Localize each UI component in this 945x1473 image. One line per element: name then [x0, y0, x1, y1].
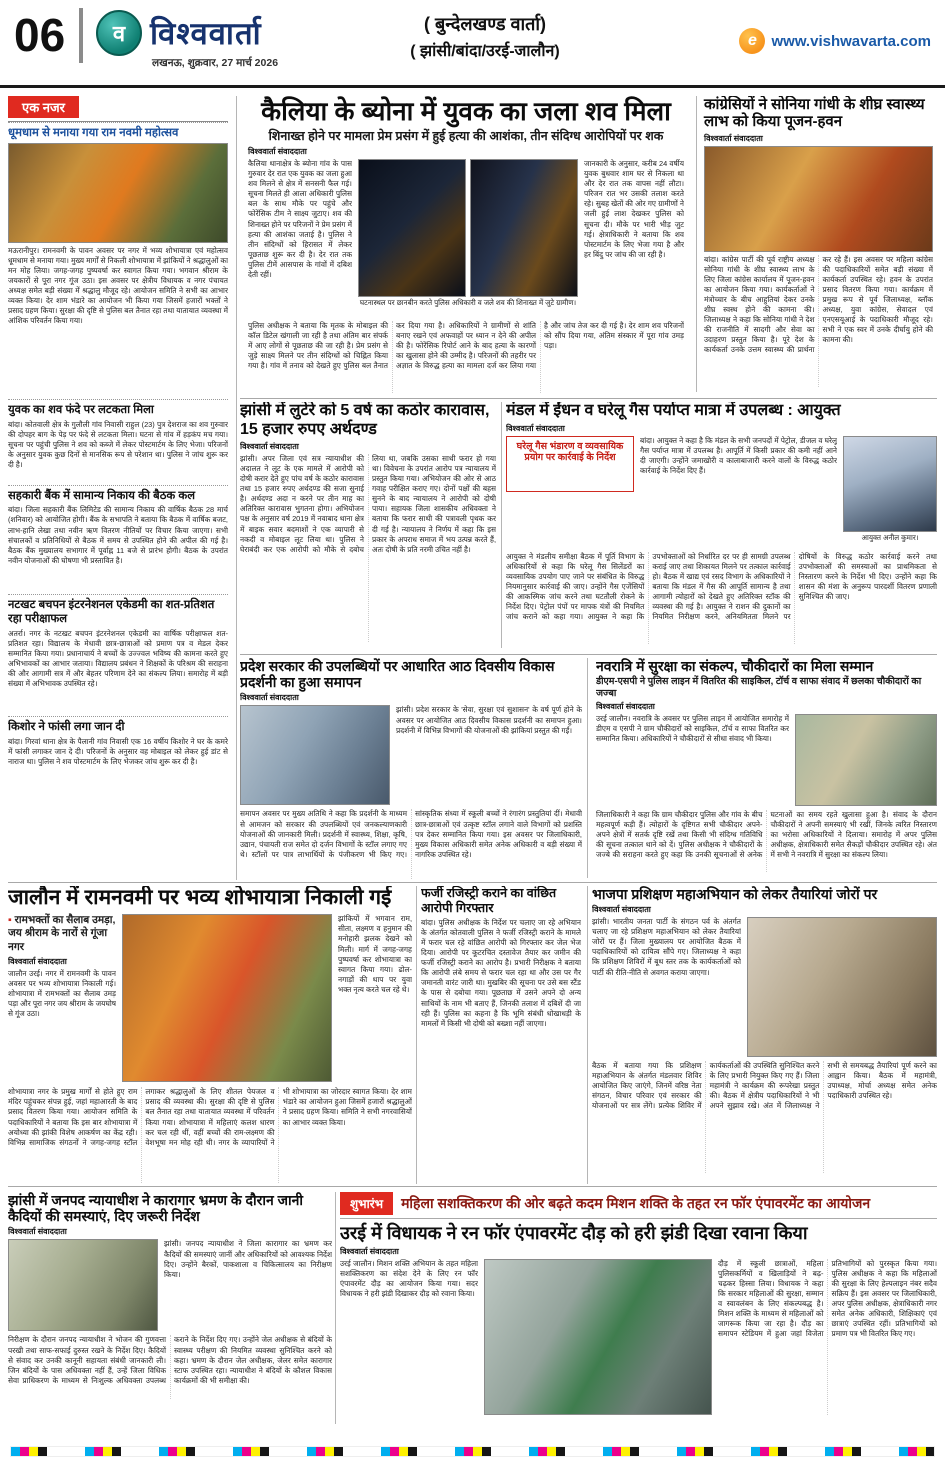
- divider: [8, 1186, 937, 1187]
- divider: [335, 1192, 336, 1424]
- crime-scene-photo-2: [470, 159, 578, 297]
- article-bjp-training: [592, 886, 937, 1184]
- hawan-photo: [704, 146, 933, 252]
- sidebar-story-body: बांदा। कोतवाली क्षेत्र के गुलौली गांव निवासी राहुल (23) पुत्र देशराज का शव गुरुवार की दोपहर बाग के पेड़ पर फंदे से लटकता मिला। घटना से गांव में हड़कंप मच गया। सूचना पर पहुंची पुलिस ने शव को कब्जे में लेकर पोस्टमार्टम के लिए भेजा। परिजनों के अनुसार युवक कुछ दिनों से मानसिक रूप से परेशान था। पुलिस ने जांच शुरू कर दी है।: [8, 419, 228, 469]
- sidebar-story-headline: धूमधाम से मनाया गया राम नवमी महोत्सव: [8, 127, 179, 139]
- article-robbery-sentence: [240, 402, 496, 650]
- gas-highlight-box: घरेलू गैस भंडारण व व्यवसायिक प्रयोग पर कार्रवाई के निर्देश: [506, 436, 634, 492]
- article-body-bottom: समापन अवसर पर मुख्य अतिथि ने कहा कि प्रदर्शनी के माध्यम से आमजन को सरकार की उपलब्धियों एवं जनकल्याणकारी योजनाओं की जानकारी मिली। प्रदर्शनी में स्वास्थ्य, शिक्षा, कृषि, उद्यान, पंचायती राज समेत दो दर्जन विभागों के स्टॉल लगाए गए थे। स्टॉलों पर पात्र लाभार्थियों के पंजीकरण भी किए गए। सांस्कृतिक संध्या में स्कूली बच्चों ने रंगारंग प्रस्तुतियां दीं। मेधावी छात्र-छात्राओं एवं उत्कृष्ट स्टॉल लगाने वाले विभागों को प्रशस्ति पत्र देकर सम्मानित किया गया। इस अवसर पर जिलाधिकारी, मुख्य विकास अधिकारी समेत अनेक अधिकारी व बड़ी संख्या में नागरिक उपस्थित रहे।: [240, 809, 582, 859]
- article-byline: विश्ववार्ता संवाददाता: [248, 147, 307, 157]
- article-headline: मंडल में ईंधन व घरेलू गैस पर्याप्त मात्रा में उपलब्ध : आयुक्त: [506, 402, 841, 419]
- sidebar-story-headline: सहकारी बैंक में सामान्य निकाय की बैठक कल: [8, 489, 196, 502]
- article-headline: नवरात्रि में सुरक्षा का संकल्प, चौकीदारों का मिला सम्मान: [596, 658, 874, 674]
- article-headline: उरई में विधायक ने रन फॉर एंपावरमेंट दौड़ को हरी झंडी दिखा रवाना किया: [340, 1223, 808, 1243]
- sidebar-story-body: बांदा। जिला सहकारी बैंक लिमिटेड की सामान्य निकाय की वार्षिक बैठक 28 मार्च (शनिवार) को आयोजित होगी। बैंक के सभापति ने बताया कि बैठक में वार्षिक बजट, लाभ-हानि लेखा तथा नवीन ऋण वितरण नीतियों पर विचार किया जाएगा। सभी संचालकों व प्रतिनिधियों से बैठक में समय से उपस्थित होने की अपील की गई है। बैठक बैंक मुख्यालय सभागार में पूर्वाह्न 11 बजे से प्रारंभ होगी। बैठक के उपरांत नवीन योजनाओं की घोषणा भी प्रस्तावित है।: [8, 505, 228, 565]
- article-body-left: कैलिया थानाक्षेत्र के ब्योना गांव के पास गुरुवार देर रात एक युवक का जला हुआ शव मिलने से क्षेत्र में सनसनी फैल गई। सूचना मिलते ही आला अधिकारी पुलिस बल के साथ मौके पर पहुंचे और फोरेंसिक टीम ने साक्ष्य जुटाए। शव की शिनाख्त होने पर परिजनों ने प्रेम प्रसंग में हत्या की आशंका जताई है। पुलिस ने तीन संदिग्धों को हिरासत में लेकर पूछताछ शुरू कर दी है। देर रात तक पुलिस टीमें आसपास के गांवों में दबिश देती रहीं।: [248, 159, 352, 279]
- commissioner-photo-caption: आयुक्त अनील कुमार।: [861, 532, 919, 542]
- sidebar-story-body: बांदा। गिरवां थाना क्षेत्र के पैलानी गांव निवासी एक 16 वर्षीय किशोर ने घर के कमरे में फांसी लगाकर जान दे दी। परिजनों के अनुसार वह मोबाइल को लेकर हुई डांट से नाराज था। पुलिस ने शव पोस्टमार्टम के लिए भेजकर जांच शुरू कर दी है।: [8, 736, 228, 766]
- article-headline: झांसी में लुटेरे को 5 वर्ष का कठोर कारावास, 15 हजार रुपए अर्थदण्ड: [240, 402, 490, 438]
- article-body-bottom: शोभायात्रा नगर के प्रमुख मार्गों से होते हुए राम मंदिर पहुंचकर संपन्न हुई, जहां महाआरती के बाद प्रसाद वितरण किया गया। आयोजन समिति के पदाधिकारियों ने बताया कि इस बार शोभायात्रा में अयोध्या की झांकी विशेष आकर्षण का केंद्र रही। विभिन्न सामाजिक संगठनों ने जगह-जगह स्टॉल लगाकर श्रद्धालुओं के लिए शीतल पेयजल व प्रसाद की व्यवस्था की। सुरक्षा की दृष्टि से पुलिस बल तैनात रहा तथा यातायात व्यवस्था में परिवर्तन किया गया। शोभायात्रा में महिलाएं कलश धारण कर चल रही थीं, वहीं बच्चों की राम-लक्ष्मण की वेशभूषा मन मोह रही थी। नगर के व्यापारियों ने भी शोभायात्रा का जोरदार स्वागत किया। देर शाम भंडारे का आयोजन हुआ जिसमें हजारों श्रद्धालुओं ने प्रसाद ग्रहण किया। समिति ने सभी नगरवासियों का आभार व्यक्त किया।: [8, 1087, 412, 1147]
- article-fake-registry: [421, 886, 581, 1184]
- article-body-bottom: जिलाधिकारी ने कहा कि ग्राम चौकीदार पुलिस और गांव के बीच महत्वपूर्ण कड़ी हैं। त्योहारों के दृष्टिगत सभी चौकीदार अपने-अपने क्षेत्रों में सतर्क दृष्टि रखें तथा किसी भी संदिग्ध गतिविधि की सूचना तत्काल थाने को दें। पुलिस अधीक्षक ने चौकीदारों के जज्बे की सराहना करते हुए कहा कि उनकी सूचनाओं से अनेक घटनाओं का समय रहते खुलासा हुआ है। संवाद के दौरान चौकीदारों ने अपनी समस्याएं भी रखीं, जिनके त्वरित निस्तारण का भरोसा अधिकारियों ने दिलाया। समारोह में अपर पुलिस अधीक्षक, क्षेत्राधिकारी समेत सैकड़ों चौकीदार उपस्थित रहे। अंत में सभी ने नवरात्रि में सुरक्षा का संकल्प लिया।: [596, 810, 937, 860]
- divider: [236, 96, 237, 880]
- article-byline: विश्ववार्ता संवाददाता: [240, 693, 299, 703]
- article-body-left: उरई जालौन। मिशन शक्ति अभियान के तहत महिला सशक्तिकरण का संदेश देने के लिए रन फॉर एंपावरमेंट दौड़ का आयोजन किया गया। सदर विधायक ने हरी झंडी दिखाकर दौड़ को रवाना किया।: [340, 1258, 478, 1299]
- divider: [240, 398, 937, 399]
- article-congress-hawan: [700, 96, 937, 394]
- article-byline: विश्ववार्ता संवाददाता: [596, 702, 655, 712]
- sidebar-story-bank-meeting: [8, 485, 228, 595]
- article-byline: विश्ववार्ता संवाददाता: [340, 1246, 399, 1256]
- article-headline: कैलिया के ब्योना में युवक का जला शव मिला: [261, 96, 671, 126]
- print-registration-marks: [10, 1446, 935, 1457]
- article-body: झांसी। अपर जिला एवं सत्र न्यायाधीश की अदालत ने लूट के एक मामले में आरोपी को दोषी करार देते हुए पांच वर्ष के कठोर कारावास तथा 15 हजार रुपए अर्थदण्ड की सजा सुनाई है। अर्थदण्ड अदा न करने पर तीन माह का अतिरिक्त कारावास भुगतना होगा। अभियोजन पक्ष के अनुसार वर्ष 2019 में नवाबाद थाना क्षेत्र में बाइक सवार बदमाशों ने एक व्यापारी से नकदी व मोबाइल लूट लिया था। पुलिस ने घेराबंदी कर एक आरोपी को मौके से दबोच लिया था, जबकि उसका साथी फरार हो गया था। विवेचना के उपरांत आरोप पत्र न्यायालय में प्रस्तुत किया गया। अभियोजन की ओर से आठ गवाह परीक्षित कराए गए। दोनों पक्षों की बहस सुनने के बाद न्यायालय ने आरोपी को दोषी पाया। सहायक जिला शासकीय अधिवक्ता ने बताया कि फरार साथी की पत्रावली पृथक कर दी गई है। न्यायालय ने निर्णय में कहा कि इस प्रकार के अपराध समाज में भय उत्पन्न करते हैं, अतः दोषी के प्रति नरमी उचित नहीं है।: [240, 454, 496, 554]
- article-body-bottom: पुलिस अधीक्षक ने बताया कि मृतक के मोबाइल की कॉल डिटेल खंगाली जा रही है तथा अंतिम बार संपर्क में आए लोगों से पूछताछ की जा रही है। प्रेम प्रसंग से जुड़े साक्ष्य मिलने पर तीन संदिग्धों को चिह्नित किया गया है। गांव में तनाव को देखते हुए पुलिस बल तैनात कर दिया गया है। अधिकारियों ने ग्रामीणों से शांति बनाए रखने एवं अफवाहों पर ध्यान न देने की अपील की है। फोरेंसिक रिपोर्ट आने के बाद हत्या के कारणों का खुलासा होने की उम्मीद है। परिजनों की तहरीर पर अज्ञात के विरुद्ध हत्या का मामला दर्ज कर लिया गया है और जांच तेज कर दी गई है। देर शाम शव परिजनों को सौंप दिया गया, अंतिम संस्कार में पूरा गांव उमड़ पड़ा।: [248, 321, 684, 371]
- sidebar-story-headline: युवक का शव फंदे पर लटकता मिला: [8, 403, 154, 416]
- sidebar-story-body: अतर्रा। नगर के नटखट बचपन इंटरनेशनल एकेडमी का वार्षिक परीक्षाफल शत-प्रतिशत रहा। विद्यालय के मेधावी छात्र-छात्राओं को प्रमाण पत्र व मेडल देकर सम्मानित किया गया। प्रधानाचार्य ने बच्चों के उज्ज्वल भविष्य की कामना करते हुए अभिभावकों का आभार जताया। विद्यालय प्रबंधन ने शिक्षकों के परिश्रम की सराहना की और आगामी सत्र में और बेहतर परिणाम देने का संकल्प लिया। समारोह में बड़ी संख्या में अभिभावक उपस्थित रहे।: [8, 628, 228, 689]
- procession-lead-column: [8, 914, 116, 1082]
- chowkidar-cycles-photo: [795, 714, 937, 806]
- article-byline: विश्ववार्ता संवाददाता: [506, 423, 565, 433]
- article-byline: विश्ववार्ता संवाददाता: [8, 956, 67, 966]
- article-body-left: झांसी। भारतीय जनता पार्टी के संगठन पर्व के अंतर्गत चलाए जा रहे प्रशिक्षण महाअभियान को लेकर तैयारियां जोरों पर हैं। जिला मुख्यालय पर आयोजित बैठक में पदाधिकारियों को दायित्व सौंपे गए। जिलाध्यक्ष ने कहा कि प्रशिक्षण शिविरों में बूथ स्तर तक के कार्यकर्ताओं को पार्टी की रीति-नीति से अवगत कराया जाएगा।: [592, 917, 741, 977]
- article-headline: फर्जी रजिस्ट्री कराने का वांछित आरोपी गिरफ्तार: [421, 886, 557, 915]
- article-body-bottom: निरीक्षण के दौरान जनपद न्यायाधीश ने भोजन की गुणवत्ता परखी तथा साफ-सफाई दुरुस्त रखने के निर्देश दिए। कैदियों से संवाद कर उनकी कानूनी सहायता संबंधी जानकारी ली। जिन बंदियों के पास अधिवक्ता नहीं हैं, उन्हें जिला विधिक सेवा प्राधिकरण के माध्यम से निःशुल्क अधिवक्ता उपलब्ध कराने के निर्देश दिए गए। उन्होंने जेल अधीक्षक से बंदियों के स्वास्थ्य परीक्षण की नियमित व्यवस्था सुनिश्चित करने को कहा। भ्रमण के दौरान जेल अधीक्षक, जेलर समेत कारागार स्टाफ उपस्थित रहा। न्यायाधीश ने बंदियों के कौशल विकास कार्यक्रमों की भी समीक्षा की।: [8, 1335, 332, 1385]
- shubharambh-strip: [340, 1192, 937, 1219]
- sidebar-story-ramnavami: [8, 122, 228, 399]
- article-body: बांदा। कांग्रेस पार्टी की पूर्व राष्ट्रीय अध्यक्ष सोनिया गांधी के शीघ्र स्वास्थ्य लाभ के लिए जिला कांग्रेस कार्यालय में पूजन-हवन का आयोजन किया गया। कार्यकर्ताओं ने मंत्रोच्चार के बीच आहुतियां देकर उनके शीघ्र स्वस्थ होने की कामना की। जिलाध्यक्ष ने कहा कि सोनिया गांधी ने देश की राजनीति में सादगी और सेवा का उदाहरण प्रस्तुत किया है। पूरे देश के कार्यकर्ता उनके उत्तम स्वास्थ्य की प्रार्थना कर रहे हैं। इस अवसर पर महिला कांग्रेस की पदाधिकारियों समेत बड़ी संख्या में कार्यकर्ता उपस्थित रहे। हवन के उपरांत प्रसाद वितरण किया गया। कार्यक्रम में प्रमुख रूप से पूर्व जिलाध्यक्ष, ब्लॉक अध्यक्ष, युवा कांग्रेस, सेवादल एवं एनएसयूआई के पदाधिकारी मौजूद रहे। सभी ने एक स्वर में उनके दीर्घायु होने की कामना की।: [704, 254, 933, 355]
- article-byline: विश्ववार्ता संवाददाता: [704, 133, 763, 143]
- section-line-1: ( बुन्देलखण्ड वार्ता): [423, 14, 547, 34]
- website-url[interactable]: www.vishwavarta.com: [771, 32, 931, 50]
- article-body-right: जानकारी के अनुसार, करीब 24 वर्षीय युवक बुधवार शाम घर से निकला था और देर रात तक वापस नहीं लौटा। परिजन रात भर उसकी तलाश करते रहे। सुबह खेतों की ओर गए ग्रामीणों ने जली हुई लाश देखकर पुलिस को सूचना दी। मौके पर भारी भीड़ जुट गई। क्षेत्राधिकारी ने बताया कि शव पोस्टमार्टम के लिए भेजा गया है और हर बिंदु पर जांच की जा रही है।: [584, 159, 684, 259]
- exhibition-photo: [240, 705, 390, 805]
- page-number: 06: [14, 8, 83, 63]
- divider: [501, 402, 502, 648]
- article-byline: विश्ववार्ता संवाददाता: [8, 1227, 67, 1237]
- sidebar-story-body: मऊरानीपुर। रामनवमी के पावन अवसर पर नगर में भव्य शोभायात्रा एवं महोत्सव धूमधाम से मनाया गया। मुख्य मार्गों से निकली शोभायात्रा में झांकियों ने श्रद्धालुओं का मन मोह लिया। जगह-जगह पुष्पवर्षा कर स्वागत किया गया। भगवान श्रीराम के जयकारों से पूरा नगर गूंज उठा। इस अवसर पर क्षेत्रीय विधायक व नगर पंचायत अध्यक्ष समेत बड़ी संख्या में श्रद्धालु मौजूद रहे। आयोजन समिति ने सभी का आभार व्यक्त किया। देर शाम भंडारे का आयोजन भी किया गया जिसमें हजारों भक्तों ने प्रसाद ग्रहण किया। सुरक्षा की दृष्टि से पुलिस बल तैनात रहा तथा यातायात व्यवस्था में आंशिक परिवर्तन किया गया।: [8, 245, 228, 326]
- article-burnt-body: [240, 96, 692, 394]
- section-line-2: ( झांसी/बांदा/उरई-जालौन): [410, 43, 560, 60]
- section-title: [330, 12, 640, 61]
- article-body-right: दौड़ में स्कूली छात्राओं, महिला पुलिसकर्मियों व खिलाड़ियों ने बढ़-चढ़कर हिस्सा लिया। विधायक ने कहा कि सरकार महिलाओं की सुरक्षा, सम्मान व स्वावलंबन के लिए संकल्पबद्ध है। मिशन शक्ति के माध्यम से महिलाओं को जागरूक किया जा रहा है। दौड़ का समापन स्टेडियम में हुआ जहां विजेता प्रतिभागियों को पुरस्कृत किया गया। पुलिस अधीक्षक ने कहा कि महिलाओं की सुरक्षा के लिए हेल्पलाइन नंबर सदैव सक्रिय हैं। इस अवसर पर जिलाधिकारी, अपर पुलिस अधीक्षक, क्षेत्राधिकारी नगर समेत अनेक अधिकारी, शिक्षिकाएं एवं छात्राएं उपस्थित रहीं। प्रतिभागियों को प्रमाण पत्र भी वितरित किए गए।: [718, 1258, 937, 1339]
- bjp-meeting-photo: [747, 917, 937, 1057]
- page-header: [0, 0, 945, 88]
- sidebar-ek-nazar: [8, 96, 234, 880]
- article-headline: भाजपा प्रशिक्षण महाअभियान को लेकर तैयारियां जोरों पर: [592, 886, 878, 902]
- article-photo-block: [358, 159, 578, 317]
- shubharambh-badge: शुभारंभ: [340, 1192, 393, 1215]
- article-navratri-chowkidar: [596, 658, 937, 880]
- sidebar-title-badge: एक नजर: [8, 96, 79, 118]
- article-body: बांदा। पुलिस अधीक्षक के निर्देश पर चलाए जा रहे अभियान के अंतर्गत कोतवाली पुलिस ने फर्जी रजिस्ट्री कराने के मामले में फरार चल रहे वांछित आरोपी को गिरफ्तार कर जेल भेज दिया। आरोपी पर कूटरचित दस्तावेज तैयार कर जमीन की फर्जी रजिस्ट्री कराने का आरोप है। प्रभारी निरीक्षक ने बताया कि आरोपी लंबे समय से फरार चल रहा था और उस पर गैर जमानती वारंट जारी था। मुखबिर की सूचना पर उसे बस स्टैंड के पास से दबोचा गया। पूछताछ में उसने अपने दो अन्य साथियों के नाम भी बताए हैं, जिनकी तलाश में दबिशें दी जा रही हैं। पुलिस का कहना है कि भूमि संबंधी धोखाधड़ी के मामलों में किसी भी दोषी को बख्शा नहीं जाएगा।: [421, 918, 581, 1028]
- shubharambh-headline: महिला सशक्तिकरण की ओर बढ़ते कदम मिशन शक्ति के तहत रन फॉर एंपावरमेंट का आयोजन: [401, 1194, 871, 1211]
- e-logo-icon: e: [739, 28, 765, 54]
- run-flagoff-photo: [484, 1259, 712, 1415]
- article-subhead: डीएम-एसपी ने पुलिस लाइन में वितरित की साइकिल, टॉर्च व साफा संवाद में छलका चौकीदारों का जज्बा: [596, 676, 922, 699]
- procession-photo: [122, 914, 332, 1082]
- article-body-left: उरई जालौन। नवरात्रि के अवसर पर पुलिस लाइन में आयोजित समारोह में डीएम व एसपी ने ग्राम चौकीदारों को साइकिल, टॉर्च व साफा वितरित कर सम्मानित किया। अधिकारियों ने चौकीदारों से सीधा संवाद भी किया।: [596, 714, 789, 744]
- masthead-logo-icon: व: [96, 10, 142, 56]
- article-headline: झांसी में जनपद न्यायाधीश ने कारागार भ्रमण के दौरान जानी कैदियों की समस्याएं, दिए जरूरी निर्देश: [8, 1192, 304, 1225]
- article-body-right: झांसी। प्रदेश सरकार के 'सेवा, सुरक्षा एवं सुशासन' के वर्ष पूर्ण होने के अवसर पर आयोजित आठ दिवसीय विकास प्रदर्शनी का समापन हुआ। प्रदर्शनी में विभिन्न विभागों की योजनाओं की झांकियां प्रस्तुत की गईं।: [396, 705, 582, 735]
- article-body-left: जालौन उरई। नगर में रामनवमी के पावन अवसर पर भव्य शोभायात्रा निकाली गई। शोभायात्रा में रामभक्तों का सैलाब उमड़ पड़ा और पूरा नगर जय श्रीराम के जयघोष से गूंज उठा।: [8, 968, 116, 1018]
- divider: [696, 96, 697, 392]
- sidebar-label-row: [8, 96, 228, 122]
- article-body-bottom: आयुक्त ने मंडलीय समीक्षा बैठक में पूर्ति विभाग के अधिकारियों से कहा कि घरेलू गैस सिलेंडरों का व्यवसायिक उपयोग पाए जाने पर संबंधित के विरुद्ध नियमानुसार कार्रवाई की जाए। उन्होंने गैस एजेंसियों की आकस्मिक जांच करने तथा घटतौली रोकने के निर्देश दिए। पेट्रोल पंपों पर मापक यंत्रों की नियमित जांच कराने को कहा गया। आयुक्त ने कहा कि उपभोक्ताओं को निर्धारित दर पर ही सामग्री उपलब्ध कराई जाए तथा शिकायत मिलने पर तत्काल कार्रवाई हो। बैठक में खाद्य एवं रसद विभाग के अधिकारियों ने बताया कि मंडल में गैस की आपूर्ति सामान्य है तथा आगामी त्योहारों को देखते हुए अतिरिक्त स्टॉक की व्यवस्था की गई है। आयुक्त ने राशन की दुकानों का नियमित निरीक्षण करने, अनियमितता मिलने पर दोषियों के विरुद्ध कठोर कार्रवाई करने तथा उपभोक्ताओं की समस्याओं का प्राथमिकता से निस्तारण करने के निर्देश भी दिए। उन्होंने कहा कि शासन की मंशा के अनुरूप पारदर्शी वितरण प्रणाली सुनिश्चित की जाए।: [506, 551, 937, 621]
- article-headline: जालौन में रामनवमी पर भव्य शोभायात्रा निकाली गई: [8, 886, 392, 909]
- article-headline: प्रदेश सरकार की उपलब्धियों पर आधारित आठ दिवसीय विकास प्रदर्शनी का हुआ समापन: [240, 658, 555, 691]
- article-fuel-gas: [506, 402, 937, 650]
- article-lead: ▪ रामभक्तों का सैलाब उमड़ा, जय श्रीराम के नारों से गूंजा नगर: [8, 914, 116, 953]
- article-procession: [8, 886, 412, 1184]
- article-judge-jail-visit: [8, 1192, 332, 1424]
- article-body-right: झांसी। जनपद न्यायाधीश ने जिला कारागार का भ्रमण कर कैदियों की समस्याएं जानीं और अधिकारियों को आवश्यक निर्देश दिए। उन्होंने बैरकों, पाकशाला व चिकित्सालय का निरीक्षण किया।: [164, 1239, 332, 1279]
- article-exhibition: [240, 658, 582, 880]
- judge-visit-photo: [8, 1239, 158, 1331]
- article-byline: विश्ववार्ता संवाददाता: [592, 905, 651, 915]
- sidebar-story-hanging: [8, 399, 228, 485]
- commissioner-portrait-photo: [843, 436, 937, 532]
- divider: [587, 658, 588, 878]
- run-for-empowerment-section: [340, 1192, 937, 1424]
- article-body-bottom: बैठक में बताया गया कि प्रशिक्षण महाअभियान के अंतर्गत मंडलवार शिविर आयोजित किए जाएंगे, जिनमें वरिष्ठ नेता संगठन, विचार परिवार एवं सरकार की योजनाओं पर सत्र लेंगे। प्रत्येक शिविर में कार्यकर्ताओं की उपस्थिति सुनिश्चित करने के लिए प्रभारी नियुक्त किए गए हैं। जिला महामंत्री ने कार्यक्रम की रूपरेखा प्रस्तुत की। बैठक में क्षेत्रीय पदाधिकारियों ने भी अपने सुझाव रखे। अंत में जिलाध्यक्ष ने सभी से समयबद्ध तैयारियां पूर्ण करने का आह्वान किया। बैठक में महामंत्री, उपाध्यक्ष, मोर्चा अध्यक्ष समेत अनेक पदाधिकारी उपस्थित रहे।: [592, 1061, 937, 1111]
- ramnavami-crowd-photo: [8, 143, 228, 243]
- divider: [587, 886, 588, 1184]
- article-subhead: शिनाख्त होने पर मामला प्रेम प्रसंग में हुई हत्या की आशंका, तीन संदिग्ध आरोपियों पर शक: [268, 129, 664, 144]
- photo-caption: घटनास्थल पर छानबीन करते पुलिस अधिकारी व जले शव की शिनाख्त में जुटे ग्रामीण।: [359, 298, 577, 308]
- divider: [240, 654, 937, 655]
- article-body-right: झांकियों में भगवान राम, सीता, लक्ष्मण व हनुमान की मनोहारी झलक देखने को मिली। मार्ग में जगह-जगह पुष्पवर्षा कर शोभायात्रा का स्वागत किया गया। ढोल-नगाड़ों की थाप पर युवा भक्त नृत्य करते चल रहे थे।: [338, 914, 412, 994]
- sidebar-story-teen-suicide: [8, 716, 228, 788]
- crime-scene-photo-1: [358, 159, 466, 297]
- commissioner-photo-block: [843, 436, 937, 548]
- sidebar-story-academy-result: [8, 594, 228, 716]
- divider: [416, 886, 417, 1184]
- divider: [8, 882, 937, 883]
- edition-dateline: लखनऊ, शुक्रवार, 27 मार्च 2026: [152, 57, 279, 69]
- article-run-flagoff: [340, 1223, 937, 1415]
- article-headline: कांग्रेसियों ने सोनिया गांधी के शीघ्र स्वास्थ्य लाभ को किया पूजन-हवन: [704, 96, 925, 131]
- sidebar-story-headline: किशोर ने फांसी लगा जान दी: [8, 720, 125, 733]
- sidebar-story-headline: नटखट बचपन इंटरनेशनल एकेडमी का शत-प्रतिशत रहा परीक्षाफल: [8, 599, 215, 626]
- masthead-title: विश्ववार्ता: [150, 16, 262, 51]
- website-block: [739, 28, 931, 54]
- article-byline: विश्ववार्ता संवाददाता: [240, 442, 299, 452]
- article-body-mid: बांदा। आयुक्त ने कहा है कि मंडल के सभी जनपदों में पेट्रोल, डीजल व घरेलू गैस पर्याप्त मात्रा में उपलब्ध है। आपूर्ति में किसी प्रकार की कमी नहीं आने दी जाएगी। उन्होंने जमाखोरी व कालाबाजारी करने वालों के विरुद्ध कठोर कार्रवाई के निर्देश दिए हैं।: [640, 435, 837, 475]
